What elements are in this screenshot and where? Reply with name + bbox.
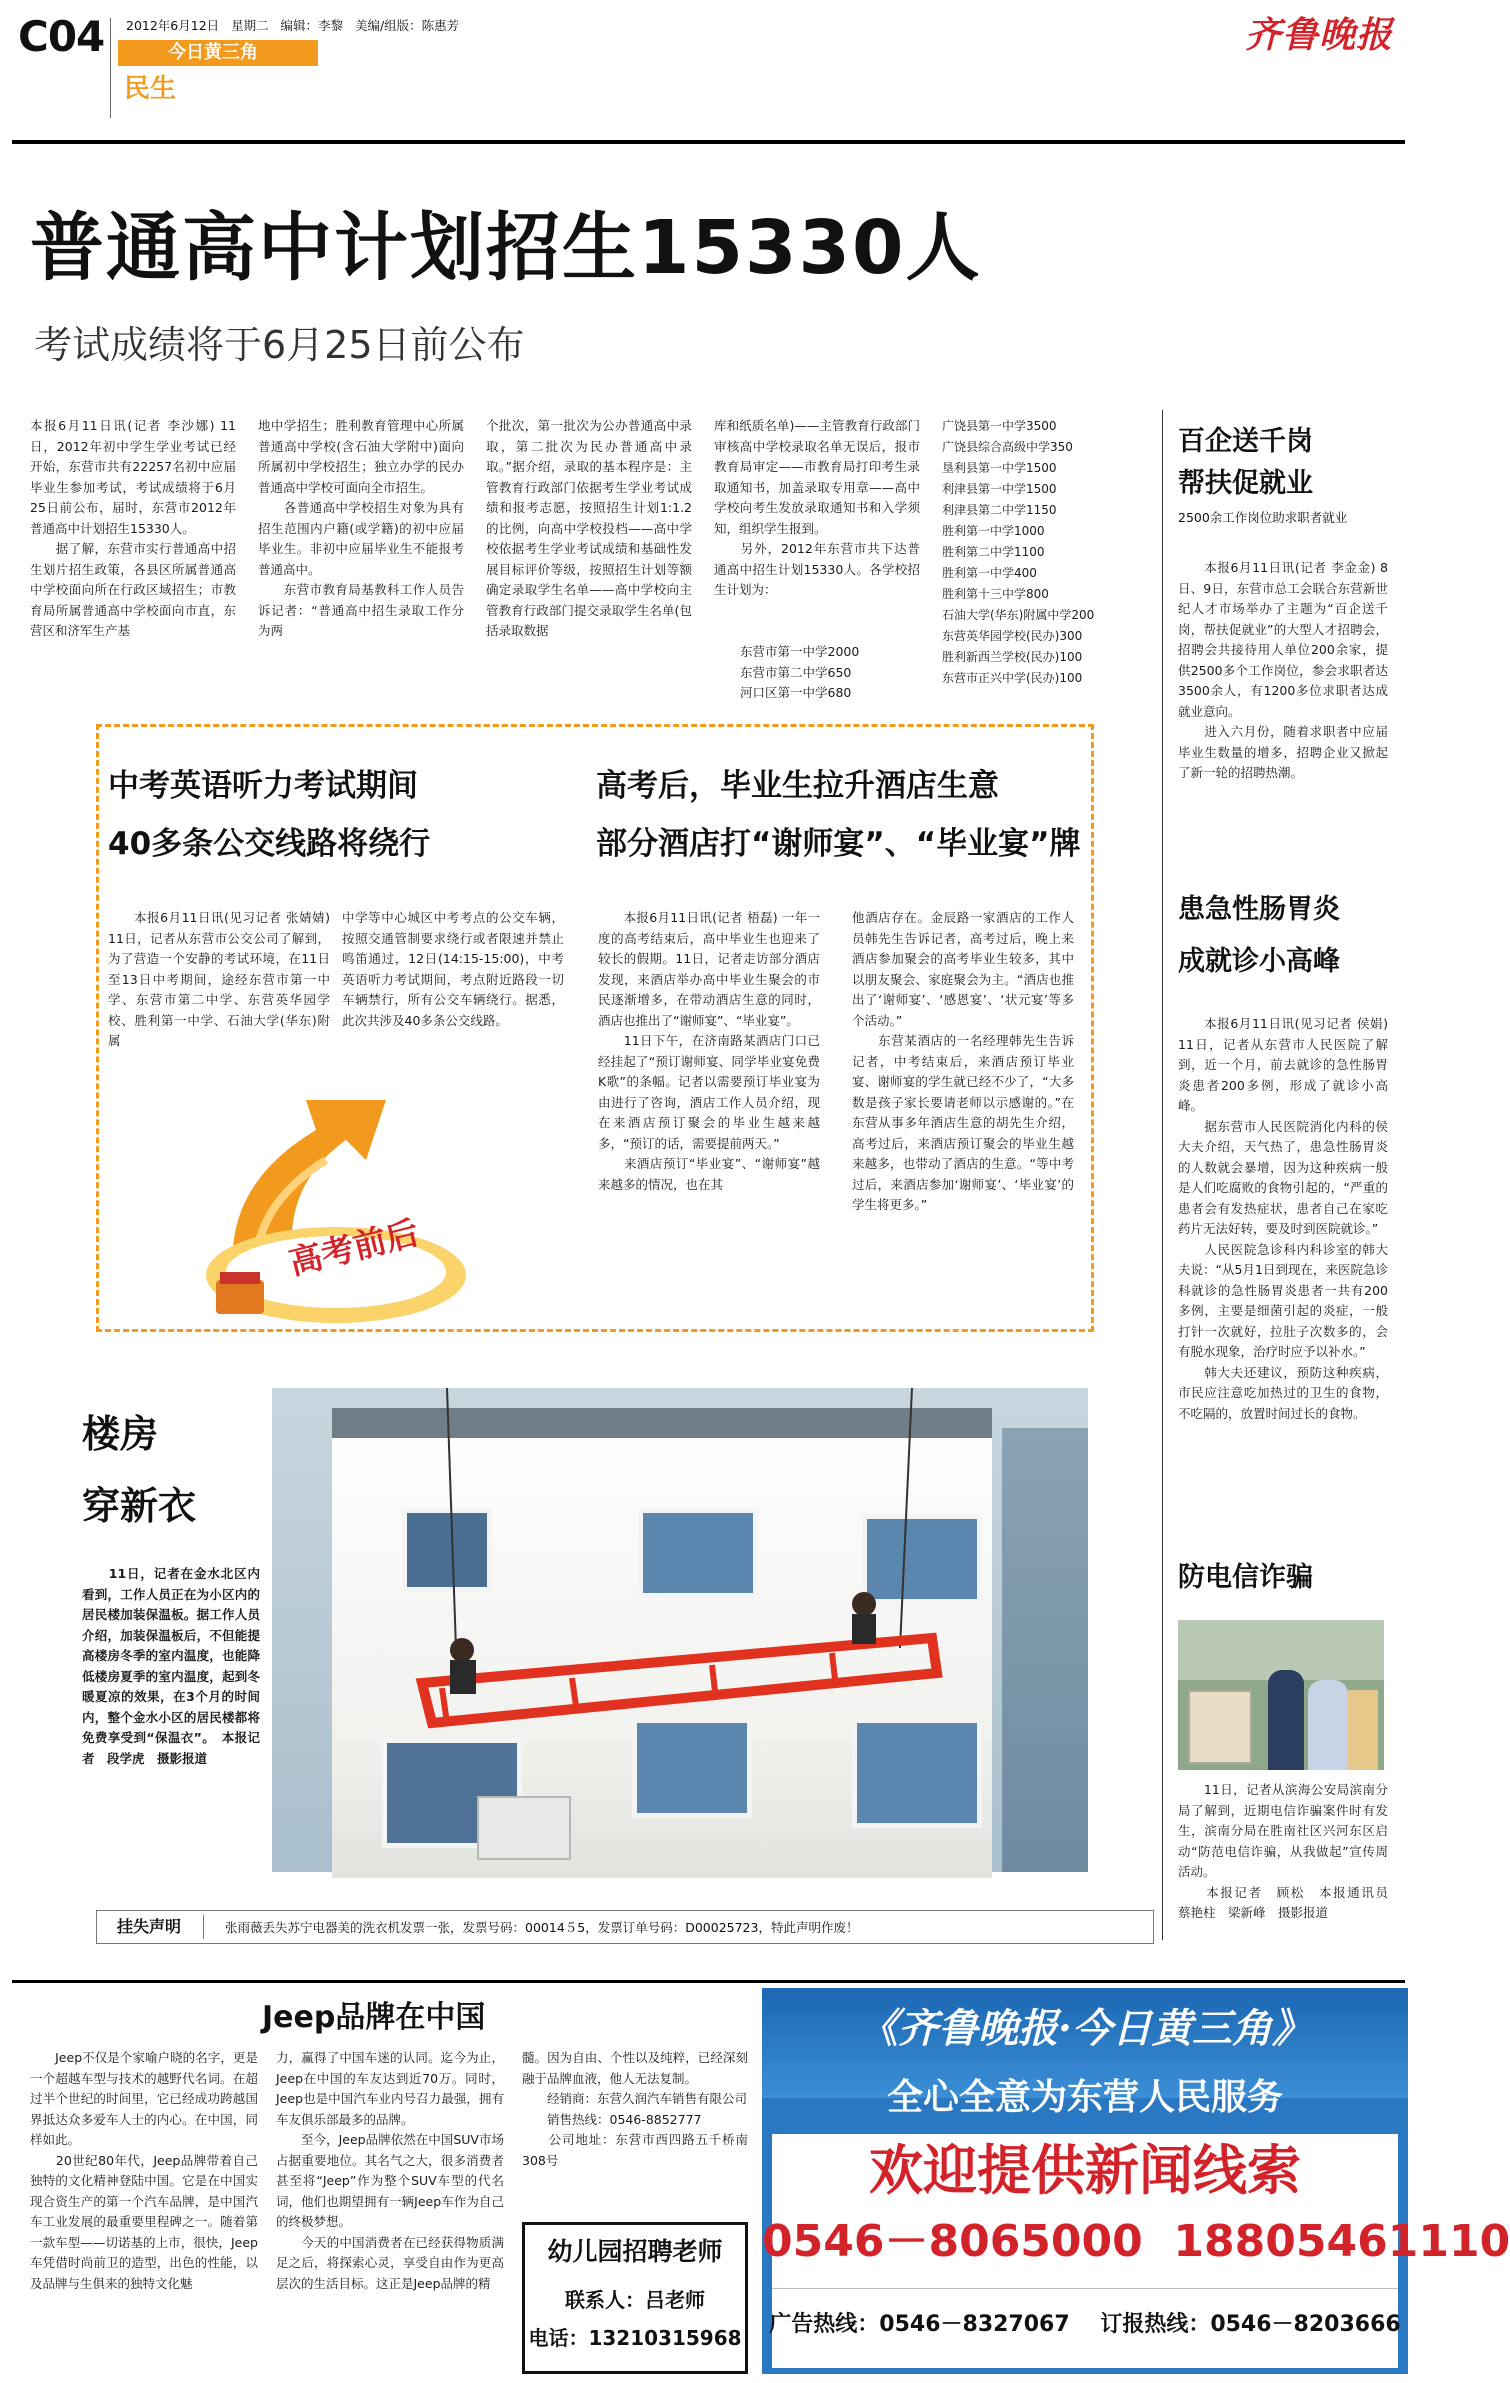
kindergarten-ad	[522, 2222, 748, 2374]
jobs-subtitle: 2500余工作岗位助求职者就业	[1178, 510, 1348, 525]
jobs-body: 本报6月11日讯(记者 李金金) 8日、9日，东营市总工会联合东营新世纪人才市场举办了主题为“百企送千岗，帮扶促就业”的大型人才招聘会，招聘会共接待用人单位200余家，提供2500多个工作岗位，参会求职者达3500余人，有1200多位求职者达成就业意向。 进入六月份，随着求职者中应届毕业生数量的增多，招聘企业又掀起了新一轮的招聘热潮。	[1178, 560, 1388, 780]
section-tag: 今日黄三角	[118, 40, 318, 66]
lost-notice-label: 挂失声明	[117, 1917, 182, 1936]
lost-notice	[96, 1910, 1154, 1944]
lost-notice-text: 张雨薇丢失苏宁电器美的洗衣机发票一张，发票号码：00014５5，发票订单号码：D00025723，特此声明作废！	[225, 1920, 859, 1935]
header-weekday: 星期二	[231, 18, 269, 33]
fraud-body: 11日，记者从滨海公安局滨南分局了解到，近期电信诈骗案件时有发生，滨南分局在胜南社区兴河东区启动“防范电信诈骗，从我做起”宣传周活动。 本报记者 顾松 本报通讯员 蔡艳柱 梁新峰 摄影报道	[1178, 1782, 1388, 1920]
school-quota: 广饶县综合高级中学350	[942, 440, 1073, 454]
exam-badge-label: 高考前后	[285, 1212, 423, 1283]
jeep-title: Jeep品牌在中国	[262, 2000, 486, 2035]
kindergarten-contact: 联系人：吕老师	[565, 2288, 705, 2312]
stomach-title-1: 患急性肠胃炎	[1178, 894, 1340, 925]
stomach-body: 本报6月11日讯(见习记者 侯娟) 11日，记者从东营市人民医院了解到，近一个月，前去就诊的急性肠胃炎患者200多例，形成了就诊小高峰。 据东营市人民医院消化内科的侯大夫介绍，天气热了，患急性肠胃炎的人数就会暴增，因为这种疾病一般是人们吃腐败的食物引起的，“严重的患者会有发热症状，患者自己在家吃药片无法好转，要及时到医院就诊。” 人民医院急诊科内科诊室的韩大夫说：“从5月1日到现在，来医院急诊科就诊的急性肠胃炎患者一共有200多例，主要是细菌引起的炎症，一般打针一次就好，拉肚子次数多的，会有脱水现象，治疗时应予以补水。” 韩大夫还建议，预防这种疾病，市民应注意吃加热过的卫生的食物，不吃隔的，放置时间过长的食物。	[1178, 1016, 1388, 1421]
ad-brand: 《齐鲁晚报·今日黄三角》	[858, 2005, 1312, 2052]
lead-col-2: 地中学招生；胜利教育管理中心所属普通高中学校(含石油大学附中)面向所属初中学校招生；独立办学的民办普通高中学校可面向全市招生。 各普通高中学校招生对象为具有招生范围内户籍(或学籍)的初中应届毕业生。非初中应届毕业生不能报考普通高中。 东营市教育局基教科工作人员告诉记者：“普通高中招生录取工作分为两	[258, 418, 464, 638]
school-quota: 利津县第一中学1500	[942, 482, 1057, 496]
ad-phones	[762, 2214, 1510, 2270]
sidebar-divider	[1162, 410, 1163, 1940]
notice-divider	[203, 1915, 204, 1939]
school-quota: 石油大学(华东)附属中学200	[942, 608, 1095, 622]
header-divider	[110, 18, 111, 118]
header-design: 美编/组版：陈惠芳	[354, 18, 460, 33]
building-title-2: 穿新衣	[82, 1484, 197, 1528]
school-quota: 胜利第十三中学800	[942, 587, 1049, 601]
jobs-title-1: 百企送千岗	[1178, 426, 1313, 457]
stomach-title-2: 成就诊小高峰	[1178, 946, 1340, 977]
kindergarten-title: 幼儿园招聘老师	[547, 2237, 723, 2266]
jeep-col-1: Jeep不仅是个家喻户晓的名字，更是一个超越车型与技术的越野代名词。在超过半个世纪的时间里，它已经成功跨越国界抵达众多爱车人士的内心。在中国，同样如此。 20世纪80年代，Jeep品牌带着自己独特的文化精神登陆中国。它是在中国实现合资生产的第一个汽车品牌，是中国汽车工业发展的最重要里程碑之一。随着第一款车型——切诺基的上市，很快，Jeep车凭借时尚前卫的造型，出色的性能，以及品牌与生俱来的独特文化魅	[30, 2050, 258, 2291]
hotel-title-1: 高考后，毕业生拉升酒店生意	[596, 768, 999, 804]
ad-slogan: 全心全意为东营人民服务	[886, 2077, 1283, 2118]
building-caption: 11日，记者在金水北区内看到，工作人员正在为小区内的居民楼加装保温板。据工作人员介绍，加装保温板后，不但能提高楼房冬季的室内温度，也能降低楼房夏季的室内温度，起到冬暖夏凉的效果，在3个月的时间内，整个金水小区的居民楼都将免费享受到“保温衣”。 本报记者 段学虎 摄影报道	[82, 1566, 260, 1766]
hotel-title-2: 部分酒店打“谢师宴”、“毕业宴”牌	[596, 826, 1081, 862]
school-quota: 东营英华园学校(民办)300	[942, 629, 1083, 643]
bus-col-2: 中学等中心城区中考考点的公交车辆，按照交通管制要求绕行或者限速并禁止鸣笛通过，12日(14:15-15:00)，中考英语听力考试期间，考点附近路段一切车辆禁行，所有公交车辆绕行。据悉，此次共涉及40多条公交线路。	[342, 910, 564, 1028]
lower-rule	[12, 1980, 1405, 1983]
lead-col-5-list	[942, 416, 1152, 706]
lead-col-4-list	[740, 642, 920, 708]
hotel-col-1: 本报6月11日讯(记者 梧磊) 一年一度的高考结束后，高中毕业生也迎来了较长的假期。11日，记者走访部分酒店发现，来酒店举办高中毕业生聚会的市民逐渐增多，在带动酒店生意的同时，酒店也推出了“谢师宴”、“毕业宴”。 11日下午，在济南路某酒店门口已经挂起了“预订谢师宴、同学毕业宴免费K歌”的条幅。记者以需要预订毕业宴为由进行了咨询，酒店工作人员介绍，现在来酒店预订聚会的毕业生越来越多，“预订的话，需要提前两天。” 来酒店预订“毕业宴”、“谢师宴”越来越多的情况，也在其	[598, 910, 820, 1192]
lead-col-1: 本报6月11日讯(记者 李沙娜) 11日，2012年初中学生学业考试已经开始，东营市共有22257名初中应届毕业生参加考试，考试成绩将于6月25日前公布，届时，东营市2012年普通高中计划招生15330人。 据了解，东营市实行普通高中招生划片招生政策，各县区所属普通高中学校面向所在行政区域招生；市教育局所属普通高中学校面向市直，东营区和济军生产基	[30, 418, 236, 638]
jeep-col-2: 力，赢得了中国车迷的认同。迄今为止，Jeep在中国的车友达到近70万。同时，Jeep也是中国汽车业内号召力最强，拥有车友俱乐部最多的品牌。 至今，Jeep品牌依然在中国SUV市场占据重要地位。其名气之大，很多消费者甚至将“Jeep”作为整个SUV车型的代名词，他们也期望拥有一辆Jeep车作为自己的终极梦想。 今天的中国消费者在已经获得物质满足之后，将探索心灵，享受自由作为更高层次的生活目标。这正是Jeep品牌的精	[276, 2050, 504, 2291]
lead-subtitle: 考试成绩将于6月25日前公布	[34, 323, 525, 367]
header-editor: 编辑：李黎	[280, 18, 344, 33]
jeep-col-3: 髓。因为自由、个性以及纯粹，已经深刻融于品牌血液，他人无法复制。 经销商：东营久润汽车销售有限公司 销售热线：0546-8852777 公司地址：东营市西四路五千桥南308号	[522, 2050, 748, 2168]
building-photo	[272, 1388, 1088, 1872]
exam-badge-graphic	[196, 1040, 466, 1330]
section-name: 民生	[124, 74, 177, 104]
ad-phone-1: 0546－8065000	[762, 2216, 1143, 2267]
building-title-1: 楼房	[82, 1412, 159, 1456]
lead-col-3: 个批次，第一批次为公办普通高中录取，第二批次为民办普通高中录取。”据介绍，录取的基本程序是：主管教育行政部门依据考生学业考试成绩和报考志愿，按照招生计划1:1.2的比例，向高中学校投档——高中学校依据考生学业考试成绩和基础性发展目标评价等级，按照招生计划等额确定录取学生名单——高中学校向主管教育行政部门提交录取学生名单(包括录取数据	[486, 418, 692, 638]
fraud-title: 防电信诈骗	[1178, 1562, 1313, 1593]
bus-title-1: 中考英语听力考试期间	[108, 768, 418, 804]
school-quota: 胜利新西兰学校(民办)100	[942, 650, 1083, 664]
school-quota: 利津县第二中学1150	[942, 503, 1057, 517]
bus-title-2: 40多条公交线路将绕行	[108, 826, 431, 862]
page-number: C04	[18, 12, 105, 61]
school-quota: 东营市第一中学2000	[740, 644, 860, 659]
ad-headline: 欢迎提供新闻线索	[869, 2139, 1301, 2202]
school-quota: 胜利第二中学1100	[942, 545, 1045, 559]
hotel-col-2: 他酒店存在。金辰路一家酒店的工作人员韩先生告诉记者，高考过后，晚上来酒店参加聚会的高考毕业生较多，其中以朋友聚会、家庭聚会为主。“酒店也推出了‘谢师宴’、‘感恩宴’、‘状元宴’等多个活动。” 东营某酒店的一名经理韩先生告诉记者，中考结束后，来酒店预订毕业宴、谢师宴的学生就已经不少了，“大多数是孩子家长要请老师以示感谢的。”在东营从事多年酒店生意的胡先生介绍，高考过后，来酒店预订聚会的毕业生越来越多，也带动了酒店的生意。“等中考过后，来酒店参加‘谢师宴’、‘毕业宴’的学生将更多。”	[852, 910, 1074, 1212]
school-quota: 河口区第一中学680	[740, 685, 852, 700]
ad-hotlines	[762, 2310, 1408, 2340]
bus-col-1: 本报6月11日讯(见习记者 张婧婧) 11日，记者从东营市公交公司了解到，为了营造一个安静的考试环境，在11日至13日中考期间，途经东营市第一中学、东营市第二中学、东营英华园学校、胜利第一中学、石油大学(华东)附属	[108, 910, 330, 1048]
header-meta	[126, 18, 459, 34]
masthead-logo: 齐鲁晚报	[1245, 14, 1394, 56]
school-quota: 东营市第二中学650	[740, 664, 852, 680]
news-tip-ad	[762, 1988, 1510, 2374]
lead-col-4: 库和纸质名单)——主管教育行政部门审核高中学校录取名单无误后，报市教育局审定——市教育局打印考生录取通知书，加盖录取专用章——高中学校向考生发放录取通知书和入学须知，组织学生报到。 另外，2012年东营市共下达普通高中招生计划15330人。各学校招生计划为：	[714, 418, 920, 597]
school-quota: 胜利第一中学400	[942, 566, 1037, 580]
ad-subscription-hotline: 订报热线：0546－8203666	[1100, 2312, 1401, 2337]
header-date: 2012年6月12日	[126, 18, 220, 33]
school-quota: 垦利县第一中学1500	[942, 461, 1057, 475]
school-quota: 东营市正兴中学(民办)100	[942, 671, 1083, 685]
school-quota: 广饶县第一中学3500	[942, 419, 1057, 433]
fraud-photo	[1178, 1620, 1384, 1770]
lead-headline: 普通高中计划招生15330人	[30, 205, 982, 291]
jobs-title-2: 帮扶促就业	[1178, 468, 1313, 499]
kindergarten-phone: 电话：13210315968	[528, 2326, 742, 2350]
ad-phone-2: 18805461110	[1173, 2216, 1510, 2267]
header-rule	[12, 140, 1405, 144]
school-quota: 胜利第一中学1000	[942, 524, 1045, 538]
ad-advertising-hotline: 广告热线：0546－8327067	[769, 2312, 1070, 2337]
